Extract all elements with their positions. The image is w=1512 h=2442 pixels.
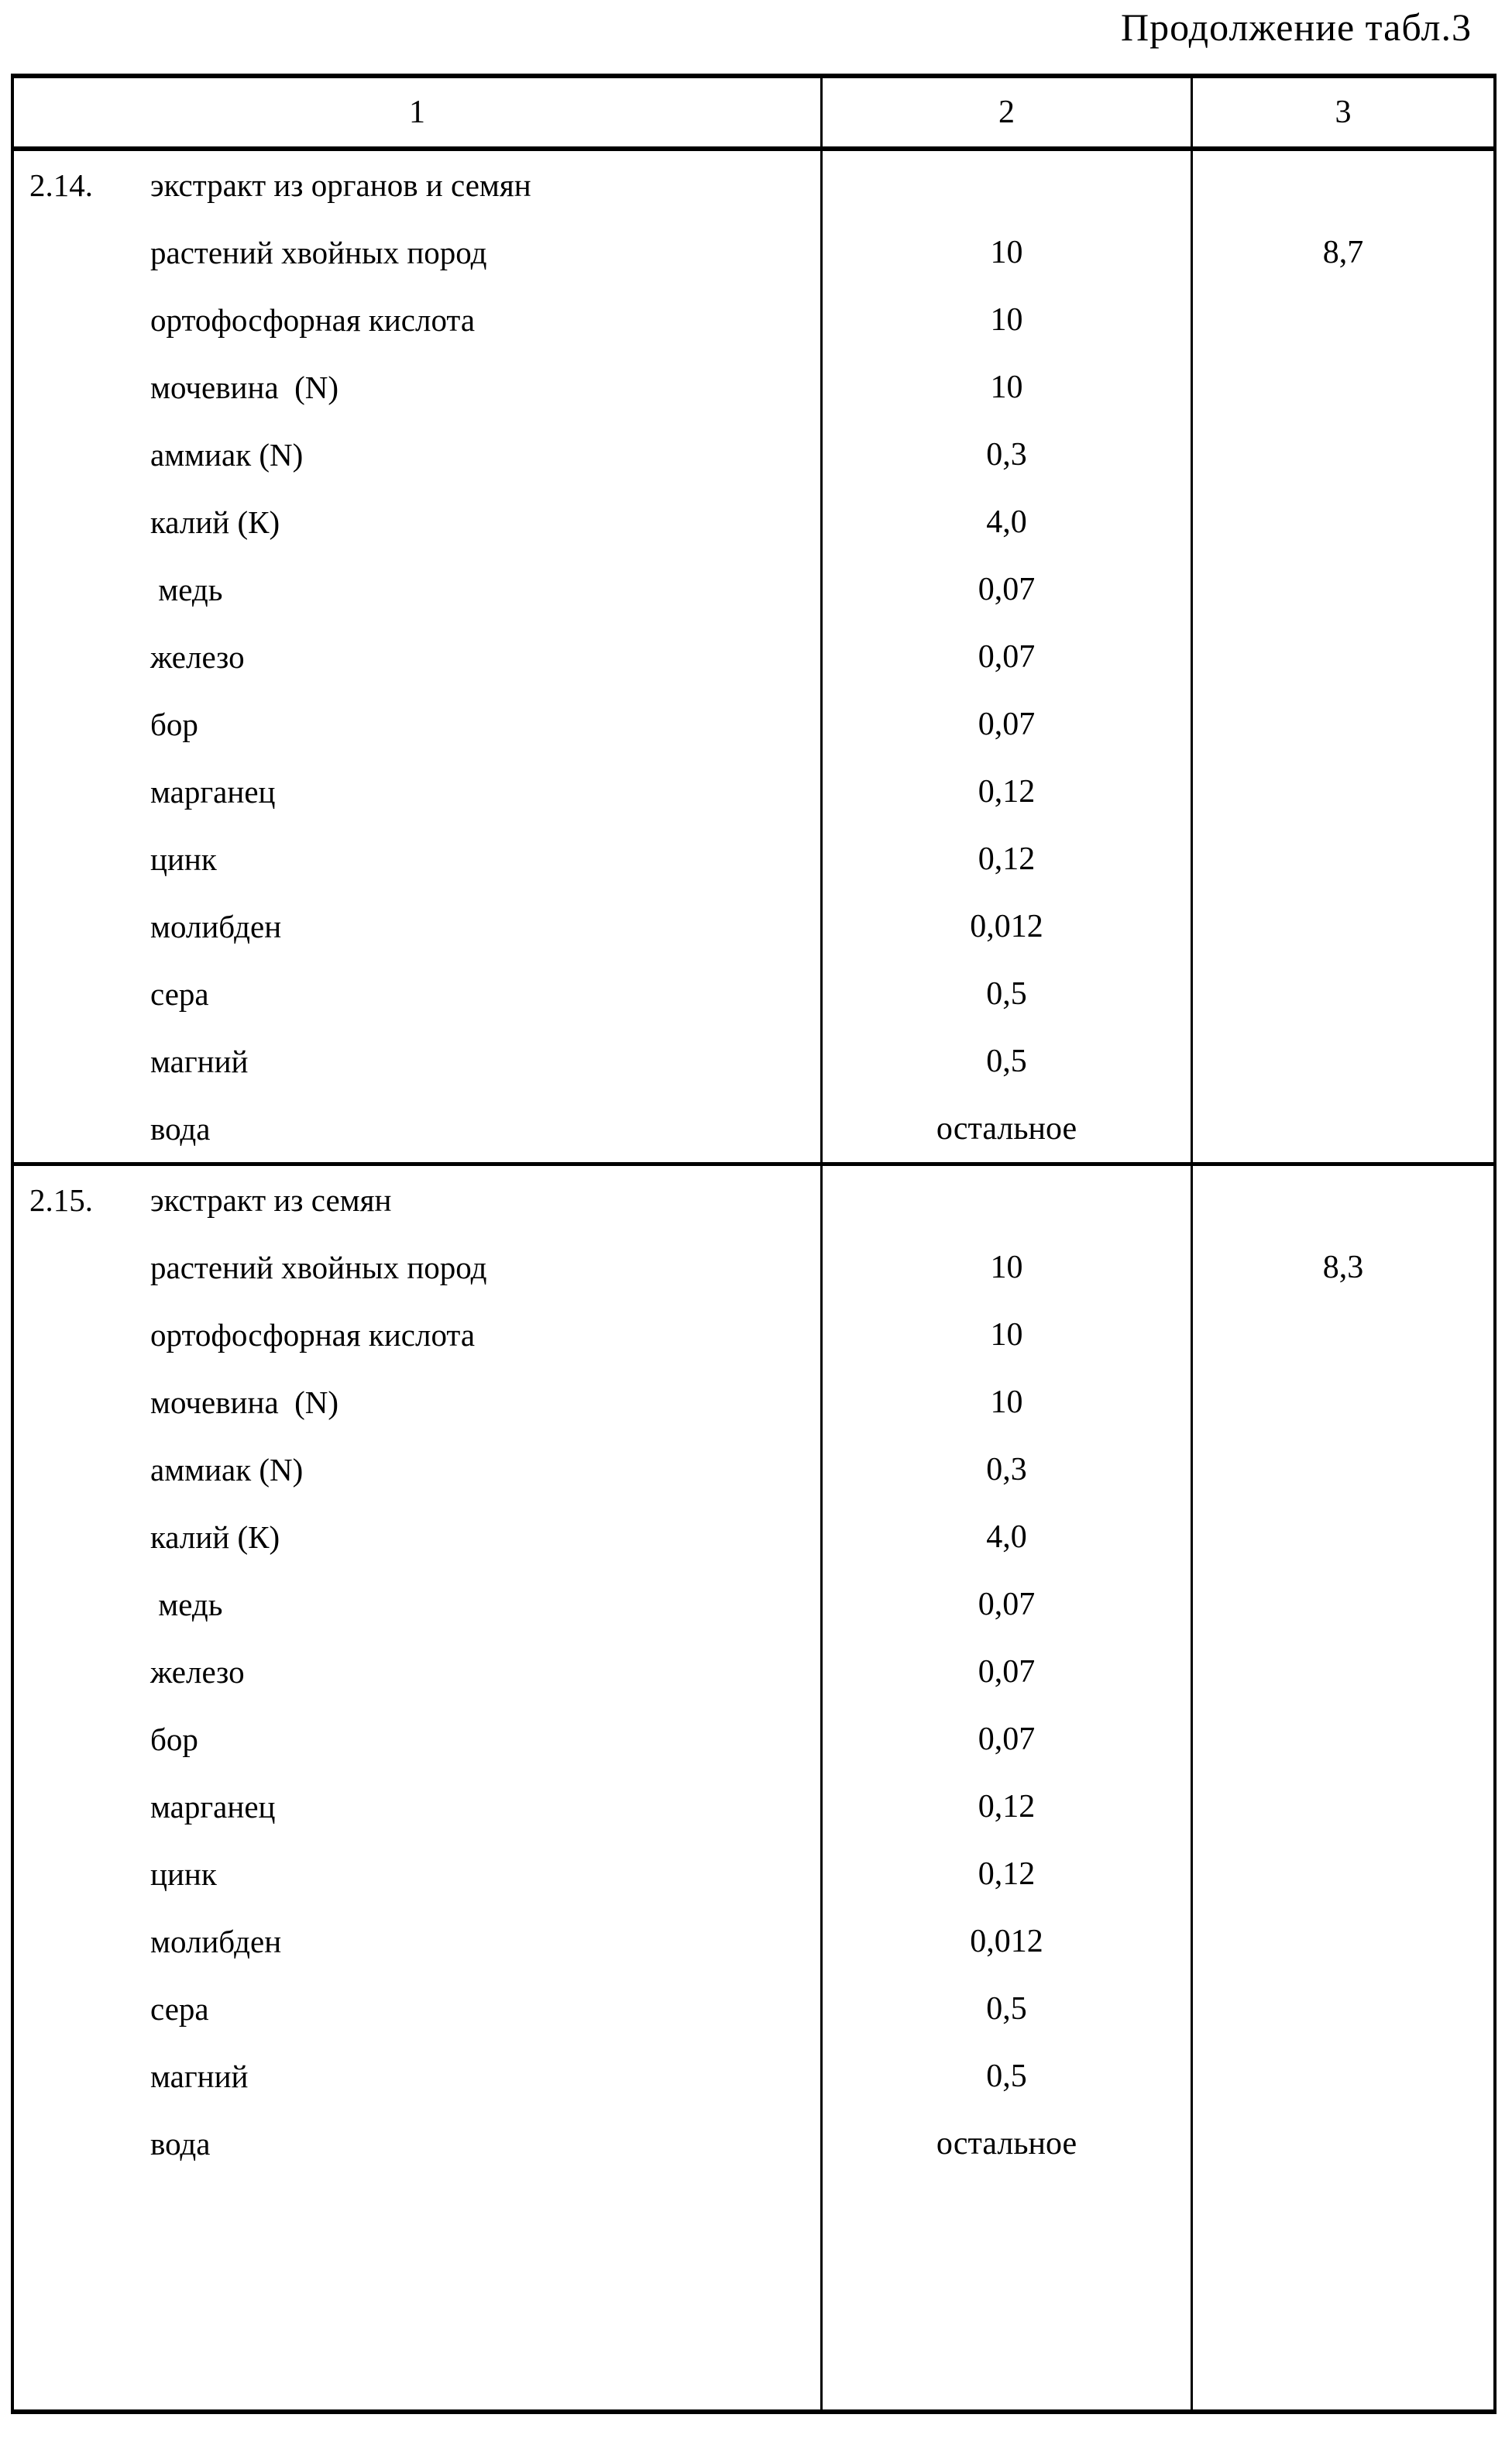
indicator-cell bbox=[1193, 623, 1493, 690]
indicator-cell bbox=[1193, 1907, 1493, 1975]
amount-cell bbox=[823, 2110, 1193, 2177]
amount-value: 0,07 bbox=[978, 1586, 1036, 1622]
amount-cell bbox=[823, 1503, 1193, 1570]
indicator-cell bbox=[1193, 2042, 1493, 2110]
amount-cell bbox=[823, 1638, 1193, 1705]
amount-value: 0,5 bbox=[986, 1990, 1027, 2027]
table-row bbox=[14, 1027, 1493, 1095]
ingredient-cell bbox=[14, 623, 823, 690]
table-row bbox=[14, 1773, 1493, 1840]
amount-cell bbox=[823, 488, 1193, 555]
amount-cell bbox=[823, 1301, 1193, 1368]
amount-cell bbox=[823, 421, 1193, 488]
section-number: 2.15. bbox=[29, 1181, 93, 1218]
amount-value: 0,12 bbox=[978, 1856, 1036, 1892]
amount-cell bbox=[823, 151, 1193, 218]
ingredient-cell bbox=[14, 151, 823, 218]
ingredient-label: аммиак (N) bbox=[150, 1451, 304, 1488]
page-title: Продолжение табл.3 bbox=[1121, 5, 1472, 49]
ingredient-label: экстракт из органов и семян bbox=[150, 167, 531, 203]
table-row bbox=[14, 623, 1493, 690]
amount-value: 4,0 bbox=[986, 504, 1027, 540]
indicator-cell bbox=[1193, 1975, 1493, 2042]
ingredient-cell bbox=[14, 1301, 823, 1368]
indicator-cell bbox=[1193, 1301, 1493, 1368]
amount-value: 0,07 bbox=[978, 571, 1036, 607]
amount-cell bbox=[823, 2042, 1193, 2110]
amount-cell bbox=[823, 825, 1193, 893]
indicator-cell bbox=[1193, 893, 1493, 960]
ingredient-label: ортофосфорная кислота bbox=[150, 1316, 476, 1353]
amount-value: 0,07 bbox=[978, 706, 1036, 742]
empty-cell bbox=[823, 2177, 1193, 2409]
table-row bbox=[14, 1907, 1493, 1975]
ingredient-cell bbox=[14, 1436, 823, 1503]
ingredient-label: калий (К) bbox=[150, 504, 280, 540]
ingredient-label: магний bbox=[150, 1043, 249, 1079]
ingredient-cell bbox=[14, 1907, 823, 1975]
indicator-cell bbox=[1193, 353, 1493, 421]
ingredient-cell bbox=[14, 1975, 823, 2042]
amount-cell bbox=[823, 1907, 1193, 1975]
ingredient-label: экстракт из семян bbox=[150, 1181, 392, 1218]
ingredient-label: цинк bbox=[150, 1856, 217, 1892]
table-row bbox=[14, 1975, 1493, 2042]
amount-value: 0,12 bbox=[978, 841, 1036, 877]
amount-value: остальное bbox=[936, 2125, 1077, 2162]
amount-value: 0,5 bbox=[986, 975, 1027, 1012]
table-body bbox=[14, 151, 1493, 2409]
amount-cell bbox=[823, 960, 1193, 1027]
table-row bbox=[14, 1166, 1493, 1233]
indicator-cell bbox=[1193, 151, 1493, 218]
ingredient-label: сера bbox=[150, 1990, 209, 2027]
table-row bbox=[14, 1705, 1493, 1773]
table-row bbox=[14, 960, 1493, 1027]
ingredient-label: аммиак (N) bbox=[150, 436, 304, 473]
ingredient-cell bbox=[14, 1638, 823, 1705]
amount-cell bbox=[823, 218, 1193, 286]
ingredient-label: мочевина (N) bbox=[150, 369, 339, 405]
table-row bbox=[14, 1233, 1493, 1301]
amount-value: 0,3 bbox=[986, 1451, 1027, 1488]
ingredient-cell bbox=[14, 1233, 823, 1301]
table-section bbox=[14, 1166, 1493, 2409]
amount-cell bbox=[823, 1773, 1193, 1840]
table-row bbox=[14, 488, 1493, 555]
amount-value: 10 bbox=[990, 1249, 1023, 1285]
ingredient-cell bbox=[14, 555, 823, 623]
ingredient-label: вода bbox=[150, 1110, 211, 1147]
amount-value: 0,012 bbox=[970, 1923, 1043, 1959]
ingredient-label: сера bbox=[150, 975, 209, 1012]
amount-value: 0,012 bbox=[970, 908, 1043, 944]
table-row bbox=[14, 286, 1493, 353]
ingredient-cell bbox=[14, 825, 823, 893]
indicator-cell bbox=[1193, 555, 1493, 623]
amount-value: 0,5 bbox=[986, 1043, 1027, 1079]
ingredient-label: молибден bbox=[150, 1923, 282, 1959]
amount-value: 10 bbox=[990, 234, 1023, 270]
indicator-cell bbox=[1193, 1095, 1493, 1162]
ingredient-label: молибден bbox=[150, 908, 282, 944]
amount-cell bbox=[823, 1436, 1193, 1503]
indicator-cell bbox=[1193, 1368, 1493, 1436]
ingredient-label: растений хвойных пород bbox=[150, 1249, 487, 1285]
ingredient-label: марганец bbox=[150, 773, 276, 810]
ingredient-cell bbox=[14, 353, 823, 421]
ingredient-label: железо bbox=[150, 1653, 245, 1690]
ingredient-cell bbox=[14, 758, 823, 825]
amount-value: 0,5 bbox=[986, 2058, 1027, 2094]
table-header-row bbox=[14, 78, 1493, 151]
table-row bbox=[14, 555, 1493, 623]
amount-cell bbox=[823, 1570, 1193, 1638]
table-row bbox=[14, 218, 1493, 286]
amount-value: 0,3 bbox=[986, 436, 1027, 473]
indicator-cell bbox=[1193, 1503, 1493, 1570]
empty-cell bbox=[1193, 2177, 1493, 2409]
indicator-cell bbox=[1193, 960, 1493, 1027]
indicator-cell bbox=[1193, 2110, 1493, 2177]
amount-cell bbox=[823, 286, 1193, 353]
amount-cell bbox=[823, 1095, 1193, 1162]
indicator-cell bbox=[1193, 488, 1493, 555]
amount-value: 0,07 bbox=[978, 1721, 1036, 1757]
amount-cell bbox=[823, 1233, 1193, 1301]
amount-value: 10 bbox=[990, 1384, 1023, 1420]
ingredient-cell bbox=[14, 1773, 823, 1840]
indicator-cell bbox=[1193, 1436, 1493, 1503]
indicator-cell bbox=[1193, 758, 1493, 825]
indicator-value: 8,3 bbox=[1322, 1249, 1364, 1285]
table-row bbox=[14, 1301, 1493, 1368]
indicator-value: 8,7 bbox=[1322, 234, 1364, 270]
ingredient-cell bbox=[14, 2110, 823, 2177]
ingredient-label: мочевина (N) bbox=[150, 1384, 339, 1420]
ingredient-label: железо bbox=[150, 638, 245, 675]
indicator-cell bbox=[1193, 1166, 1493, 1233]
ingredient-cell bbox=[14, 690, 823, 758]
amount-cell bbox=[823, 353, 1193, 421]
amount-cell bbox=[823, 1840, 1193, 1907]
ingredient-label: цинк bbox=[150, 841, 217, 877]
ingredient-cell bbox=[14, 1095, 823, 1162]
indicator-cell bbox=[1193, 421, 1493, 488]
ingredient-cell bbox=[14, 1368, 823, 1436]
empty-table-space bbox=[14, 2177, 1493, 2409]
table-row bbox=[14, 1638, 1493, 1705]
amount-value: 10 bbox=[990, 301, 1023, 338]
indicator-cell bbox=[1193, 1773, 1493, 1840]
ingredient-cell bbox=[14, 1570, 823, 1638]
amount-value: 0,07 bbox=[978, 1653, 1036, 1690]
amount-cell bbox=[823, 1975, 1193, 2042]
amount-cell bbox=[823, 690, 1193, 758]
indicator-cell bbox=[1193, 1840, 1493, 1907]
ingredient-cell bbox=[14, 218, 823, 286]
amount-value: 0,12 bbox=[978, 1788, 1036, 1825]
ingredient-cell bbox=[14, 286, 823, 353]
amount-value: 10 bbox=[990, 1316, 1023, 1353]
column-header-1: 1 bbox=[14, 78, 823, 146]
table-row bbox=[14, 1570, 1493, 1638]
indicator-cell bbox=[1193, 690, 1493, 758]
ingredient-label: марганец bbox=[150, 1788, 276, 1825]
indicator-cell bbox=[1193, 1570, 1493, 1638]
table-row bbox=[14, 1503, 1493, 1570]
ingredient-cell bbox=[14, 893, 823, 960]
empty-cell bbox=[14, 2177, 823, 2409]
indicator-cell bbox=[1193, 1705, 1493, 1773]
ingredient-label: медь bbox=[150, 1586, 223, 1622]
ingredient-label: магний bbox=[150, 2058, 249, 2094]
composition-table bbox=[11, 74, 1497, 2414]
amount-cell bbox=[823, 1027, 1193, 1095]
amount-cell bbox=[823, 893, 1193, 960]
section-number: 2.14. bbox=[29, 167, 93, 203]
ingredient-label: бор bbox=[150, 706, 198, 742]
ingredient-cell bbox=[14, 960, 823, 1027]
amount-value: 10 bbox=[990, 369, 1023, 405]
ingredient-label: ортофосфорная кислота bbox=[150, 301, 476, 338]
ingredient-cell bbox=[14, 488, 823, 555]
ingredient-cell bbox=[14, 421, 823, 488]
ingredient-label: вода bbox=[150, 2125, 211, 2162]
indicator-cell bbox=[1193, 1027, 1493, 1095]
ingredient-cell bbox=[14, 1503, 823, 1570]
table-row bbox=[14, 1368, 1493, 1436]
table-row bbox=[14, 2042, 1493, 2110]
ingredient-cell bbox=[14, 2042, 823, 2110]
column-header-2: 2 bbox=[823, 78, 1193, 146]
table-row bbox=[14, 353, 1493, 421]
table-row bbox=[14, 151, 1493, 218]
table-row bbox=[14, 825, 1493, 893]
indicator-cell bbox=[1193, 286, 1493, 353]
table-row bbox=[14, 893, 1493, 960]
indicator-cell bbox=[1193, 1233, 1493, 1301]
amount-value: 0,07 bbox=[978, 638, 1036, 675]
table-row bbox=[14, 1095, 1493, 1162]
amount-cell bbox=[823, 555, 1193, 623]
table-row bbox=[14, 421, 1493, 488]
column-header-3: 3 bbox=[1335, 95, 1352, 130]
amount-value: 0,12 bbox=[978, 773, 1036, 810]
ingredient-label: калий (К) bbox=[150, 1519, 280, 1555]
ingredient-label: растений хвойных пород bbox=[150, 234, 487, 270]
table-row bbox=[14, 1840, 1493, 1907]
amount-cell bbox=[823, 1166, 1193, 1233]
amount-cell bbox=[823, 758, 1193, 825]
indicator-cell bbox=[1193, 825, 1493, 893]
ingredient-cell bbox=[14, 1705, 823, 1773]
indicator-cell bbox=[1193, 218, 1493, 286]
indicator-cell bbox=[1193, 1638, 1493, 1705]
table-row bbox=[14, 690, 1493, 758]
amount-cell bbox=[823, 1705, 1193, 1773]
amount-cell bbox=[823, 1368, 1193, 1436]
ingredient-cell bbox=[14, 1840, 823, 1907]
table-row bbox=[14, 758, 1493, 825]
amount-value: остальное bbox=[936, 1110, 1077, 1147]
ingredient-cell bbox=[14, 1166, 823, 1233]
table-row bbox=[14, 2110, 1493, 2177]
table-section bbox=[14, 151, 1493, 1166]
ingredient-label: бор bbox=[150, 1721, 198, 1757]
ingredient-label: медь bbox=[150, 571, 223, 607]
table-row bbox=[14, 1436, 1493, 1503]
ingredient-cell bbox=[14, 1027, 823, 1095]
amount-cell bbox=[823, 623, 1193, 690]
amount-value: 4,0 bbox=[986, 1519, 1027, 1555]
